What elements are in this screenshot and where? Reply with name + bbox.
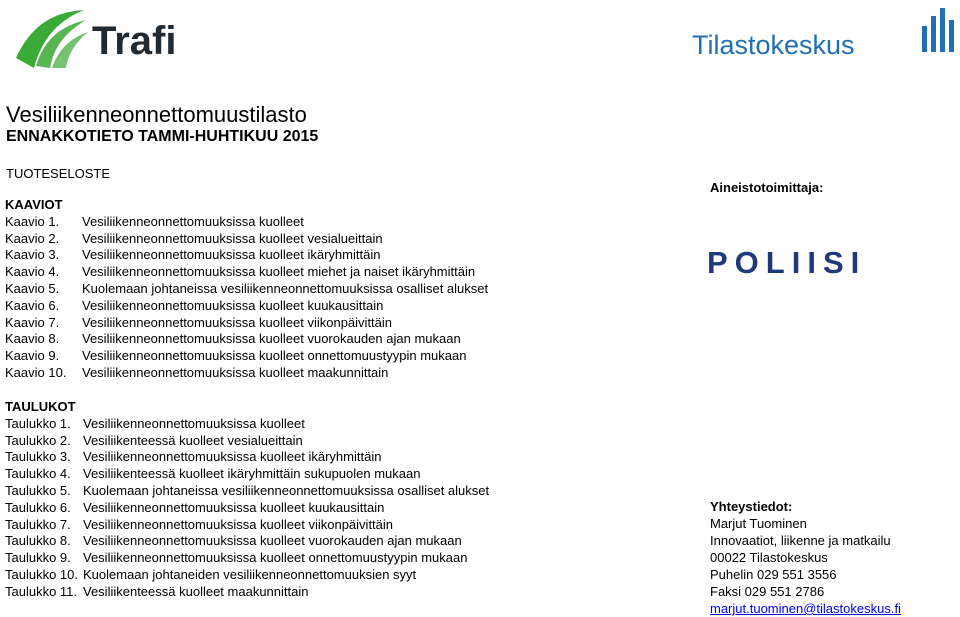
taulukot-item-text: Kuolemaan johtaneissa vesiliikenneonnettomuuksissa osalliset alukset <box>83 482 490 498</box>
supplier-label: Aineistotoimittaja: <box>710 180 824 195</box>
kaaviot-item-number: Kaavio 3. <box>5 247 60 263</box>
trafi-logo <box>14 6 199 70</box>
kaaviot-item-text: Vesiliikenneonnettomuuksissa kuolleet kuukausittain <box>82 297 384 313</box>
kaaviot-item-number: Kaavio 8. <box>5 331 60 347</box>
taulukot-item-number: Taulukko 11. <box>5 583 78 599</box>
contact-unit: Innovaatiot, liikenne ja matkailu <box>710 533 891 548</box>
kaaviot-item-number: Kaavio 5. <box>5 280 60 296</box>
kaaviot-item-number: Kaavio 10. <box>5 364 67 380</box>
kaaviot-section <box>5 197 605 382</box>
taulukot-item-text: Vesiliikenteessä kuolleet maakunnittain <box>83 583 309 599</box>
taulukot-item-number: Taulukko 3. <box>5 449 71 465</box>
taulukot-item-text: Vesiliikenteessä kuolleet vesialueittain <box>83 432 303 448</box>
taulukot-item-number: Taulukko 8. <box>5 533 71 549</box>
kaaviot-item-number: Kaavio 6. <box>5 297 60 313</box>
kaaviot-item-number: Kaavio 1. <box>5 213 60 229</box>
taulukot-heading: TAULUKOT <box>5 399 76 414</box>
kaaviot-item-number: Kaavio 7. <box>5 314 60 330</box>
taulukot-item-number: Taulukko 9. <box>5 550 71 566</box>
document-subtitle: ENNAKKOTIETO TAMMI-HUHTIKUU 2015 <box>6 128 319 145</box>
kaaviot-item-number: Kaavio 4. <box>5 264 60 280</box>
kaaviot-heading: KAAVIOT <box>5 197 63 212</box>
taulukot-item-number: Taulukko 1. <box>5 415 71 431</box>
taulukot-item-text: Vesiliikenneonnettomuuksissa kuolleet viikonpäivittäin <box>83 516 394 532</box>
contact-phone: Puhelin 029 551 3556 <box>710 567 837 582</box>
kaaviot-item-text: Vesiliikenneonnettomuuksissa kuolleet miehet ja naiset ikäryhmittäin <box>82 264 476 280</box>
kaaviot-list <box>5 214 605 382</box>
poliisi-logo <box>707 248 891 276</box>
taulukot-item-number: Taulukko 10. <box>5 566 78 582</box>
taulukot-item-text: Vesiliikenneonnettomuuksissa kuolleet ikäryhmittäin <box>83 449 382 465</box>
taulukot-item-text: Kuolemaan johtaneiden vesiliikenneonnettomuuksien syyt <box>83 566 417 582</box>
taulukot-item-number: Taulukko 5. <box>5 482 71 498</box>
kaaviot-item-text: Vesiliikenneonnettomuuksissa kuolleet onnettomuustyypin mukaan <box>82 348 467 364</box>
taulukot-item-number: Taulukko 6. <box>5 499 71 515</box>
poliisi-logo-text: POLIISI <box>707 248 867 276</box>
taulukot-item-text: Vesiliikenneonnettomuuksissa kuolleet <box>83 415 305 431</box>
contact-heading: Yhteystiedot: <box>710 499 793 514</box>
tilastokeskus-logo-text: Tilastokeskus <box>692 30 855 60</box>
kaaviot-item-text: Vesiliikenneonnettomuuksissa kuolleet vesialueittain <box>82 230 383 246</box>
taulukot-item-number: Taulukko 7. <box>5 516 71 532</box>
trafi-logo-text: Trafi <box>92 19 177 63</box>
taulukot-item-number: Taulukko 2. <box>5 432 71 448</box>
contact-block <box>710 498 901 617</box>
section-label: TUOTESELOSTE <box>6 166 111 181</box>
taulukot-item-text: Vesiliikenneonnettomuuksissa kuolleet onnettomuustyypin mukaan <box>83 550 468 566</box>
kaaviot-item-number: Kaavio 2. <box>5 230 60 246</box>
kaaviot-item-text: Vesiliikenneonnettomuuksissa kuolleet maakunnittain <box>82 364 389 380</box>
contact-name: Marjut Tuominen <box>710 516 807 531</box>
taulukot-item-text: Vesiliikenteessä kuolleet ikäryhmittäin sukupuolen mukaan <box>83 466 421 482</box>
contact-email-link[interactable]: marjut.tuominen@tilastokeskus.fi <box>710 601 901 616</box>
contact-address: 00022 Tilastokeskus <box>710 550 828 565</box>
kaaviot-item-text: Kuolemaan johtaneissa vesiliikenneonnettomuuksissa osalliset alukset <box>82 280 489 296</box>
kaaviot-item-text: Vesiliikenneonnettomuuksissa kuolleet ikäryhmittäin <box>82 247 381 263</box>
kaaviot-item-text: Vesiliikenneonnettomuuksissa kuolleet vuorokauden ajan mukaan <box>82 331 461 347</box>
taulukot-item-number: Taulukko 4. <box>5 466 71 482</box>
kaaviot-item-text: Vesiliikenneonnettomuuksissa kuolleet <box>82 213 304 229</box>
document-title: Vesiliikenneonnettomuustilasto <box>6 102 307 127</box>
kaaviot-item-number: Kaavio 9. <box>5 348 60 364</box>
contact-fax: Faksi 029 551 2786 <box>710 584 825 599</box>
taulukot-item-text: Vesiliikenneonnettomuuksissa kuolleet vuorokauden ajan mukaan <box>83 533 462 549</box>
taulukot-section <box>5 399 605 601</box>
tilastokeskus-logo <box>690 2 960 62</box>
kaaviot-item-text: Vesiliikenneonnettomuuksissa kuolleet viikonpäivittäin <box>82 314 393 330</box>
taulukot-item-text: Vesiliikenneonnettomuuksissa kuolleet kuukausittain <box>83 499 385 515</box>
taulukot-list <box>5 416 605 601</box>
